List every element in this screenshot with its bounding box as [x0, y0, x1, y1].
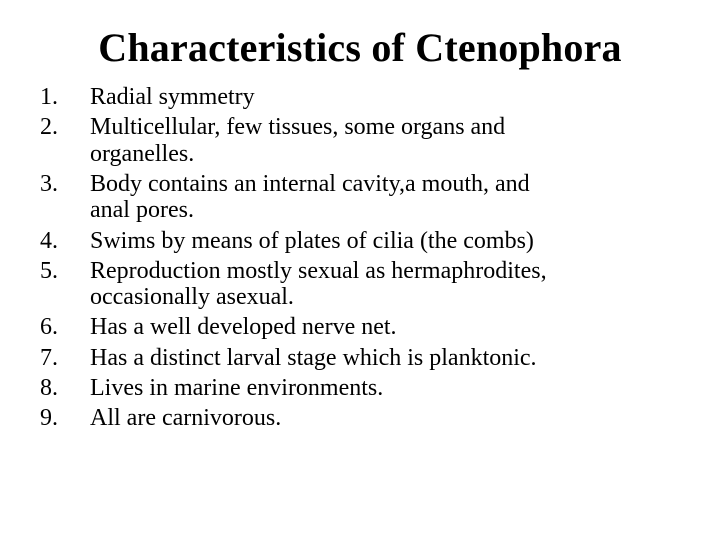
list-item [40, 314, 680, 341]
list-item-text: Lives in marine environments. [90, 374, 384, 401]
list-item-text: Has a distinct larval stage which is planktonic. [90, 344, 537, 371]
list-item [40, 345, 680, 372]
list-item-text: Body contains an internal cavity,a mouth, and anal pores. [90, 170, 530, 224]
list-item-number: 3. [40, 170, 58, 197]
list-item [40, 171, 680, 224]
list-item-text: All are carnivorous. [90, 405, 282, 431]
list-item [40, 114, 680, 167]
list-item [40, 405, 680, 432]
list-item-number: 5. [40, 257, 58, 284]
list-item [40, 375, 680, 402]
list-item [40, 228, 680, 255]
slide-title: Characteristics of Ctenophora [98, 25, 622, 70]
characteristics-list [40, 84, 680, 435]
list-item-text: Multicellular, few tissues, some organs and organelles. [90, 114, 506, 167]
list-item-number: 6. [40, 314, 58, 341]
list-item-number: 7. [40, 344, 58, 371]
list-item [40, 84, 680, 111]
list-item-number: 9. [40, 405, 58, 431]
list-item-text: Swims by means of plates of cilia (the combs) [90, 227, 534, 254]
list-item-number: 4. [40, 227, 58, 254]
list-item-number: 8. [40, 374, 58, 401]
list-item-number: 1. [40, 84, 58, 110]
list-item [40, 258, 680, 311]
list-item-text: Radial symmetry [90, 84, 255, 110]
list-item-number: 2. [40, 114, 58, 141]
list-item-text: Reproduction mostly sexual as hermaphrodites, occasionally asexual. [90, 257, 547, 311]
list-item-text: Has a well developed nerve net. [90, 314, 397, 341]
